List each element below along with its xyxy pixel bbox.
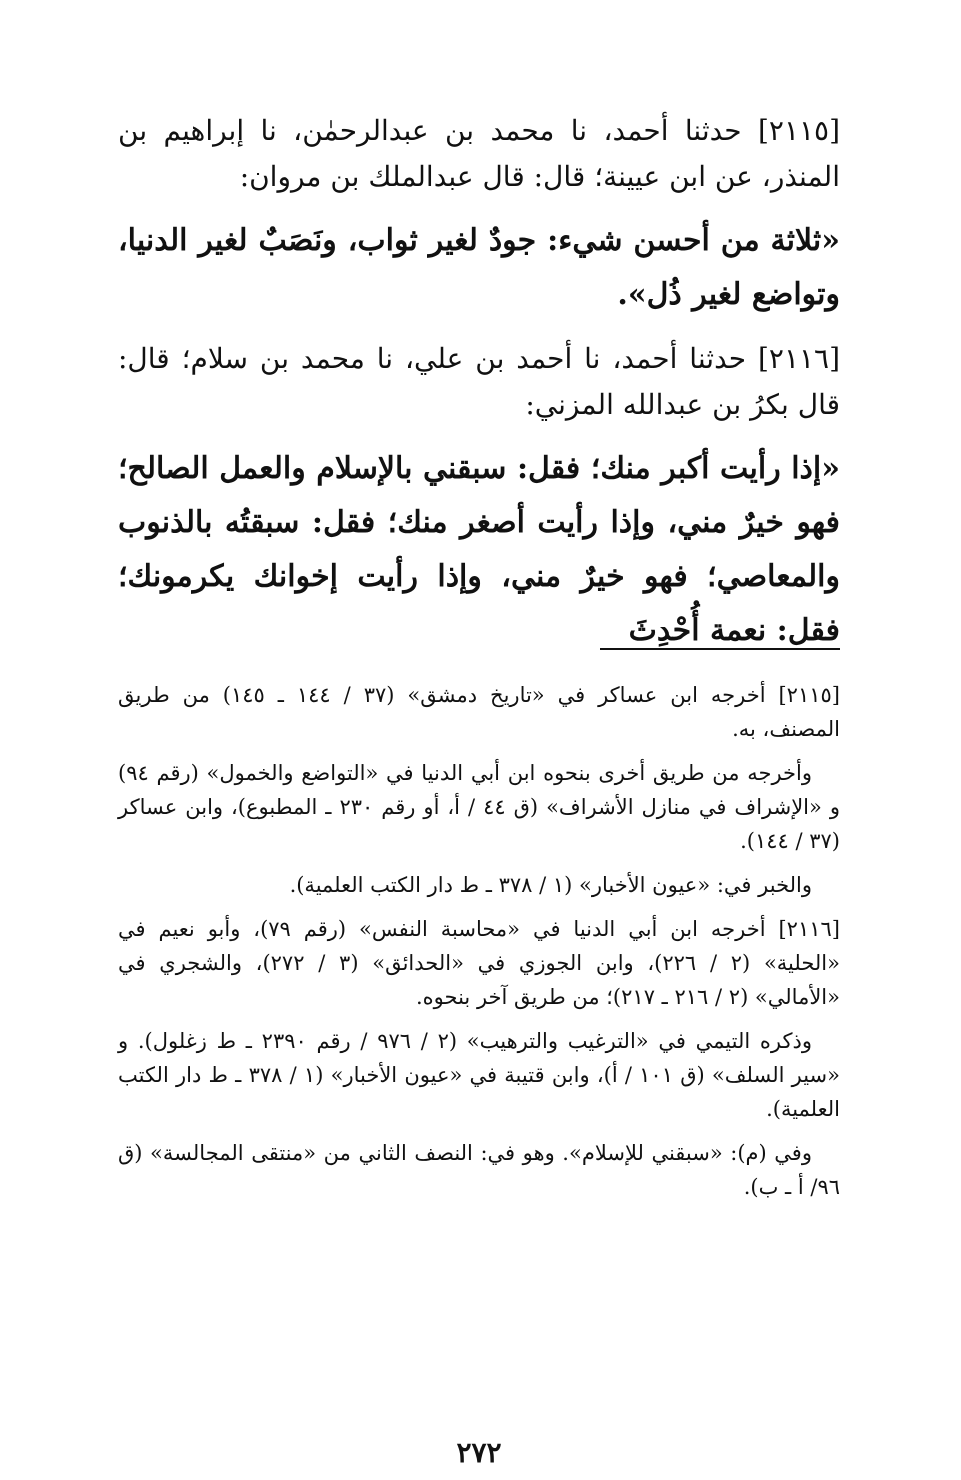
footnote-2116-c: وفي (م): «سبقني للإسلام». وهو في: النصف الثاني من «منتقى المجالسة» (ق ٩٦/ أ ـ ب). (118, 1141, 840, 1199)
footnote-2115-c: والخبر في: «عيون الأخبار» (١ / ٣٧٨ ـ ط دار الكتب العلمية). (289, 873, 812, 897)
footnote-2115-b: وأخرجه من طريق أخرى بنحوه ابن أبي الدنيا في «التواضع والخمول» (رقم ٩٤) و «الإشراف في منازل الأشراف» (ق ٤٤ / أ، أو رقم ٢٣٠ ـ المطبوع)، وابن عساكر (٣٧ / ١٤٤). (118, 761, 840, 853)
hadith-2116-chain: [٢١١٦] حدثنا أحمد، نا أحمد بن علي، نا محمد بن سلام؛ قال: قال بكرُ بن عبدالله المزني: (118, 342, 841, 421)
footnotes (118, 678, 840, 1214)
page-body (118, 108, 841, 1469)
hadith-2115-chain: [٢١١٥] حدثنا أحمد، نا محمد بن عبدالرحمٰن، نا إبراهيم بن المنذر، عن ابن عيينة؛ قال: قال عبدالملك بن مروان: (118, 114, 840, 193)
footnote-2116-a: [٢١١٦] أخرجه ابن أبي الدنيا في «محاسبة النفس» (رقم ٧٩)، وأبو نعيم في «الحلية» (٢ / ٢٢٦)، وابن الجوزي في «الحدائق» (٣ / ٢٧٢)، والشجري في «الأمالي» (٢ / ٢١٦ ـ ٢١٧)؛ من طريق آخر بنحوه. (118, 917, 840, 1009)
hadith-2115-text: «ثلاثة من أحسن شيء: جودٌ لغير ثواب، ونَصَبٌ لغير الدنيا، وتواضع لغير ذُل». (118, 223, 840, 312)
footnote-divider (600, 648, 840, 650)
footnote-2115-a: [٢١١٥] أخرجه ابن عساكر في «تاريخ دمشق» (٣٧ / ١٤٤ ـ ١٤٥) من طريق المصنف، به. (118, 683, 840, 741)
hadith-2116-text: «إذا رأيت أكبر منك؛ فقل: سبقني بالإسلام والعمل الصالح؛ فهو خيرٌ مني، وإذا رأيت أصغر منك؛ فقل: سبقتُه بالذنوب والمعاصي؛ فهو خيرٌ مني، وإذا رأيت إخوانك يكرمونك؛ فقل: نعمة أُحْدِثَ (118, 451, 841, 648)
page-number: ٢٧٢ (456, 1436, 502, 1469)
footnote-2116-b: وذكره التيمي في «الترغيب والترهيب» (٢ / ٩٧٦ / رقم ٢٣٩٠ ـ ط زغلول). و «سير السلف» (ق ١٠١ / أ)، وابن قتيبة في «عيون الأخبار» (١ / ٣٧٨ ـ ط دار الكتب العلمية). (118, 1029, 841, 1121)
